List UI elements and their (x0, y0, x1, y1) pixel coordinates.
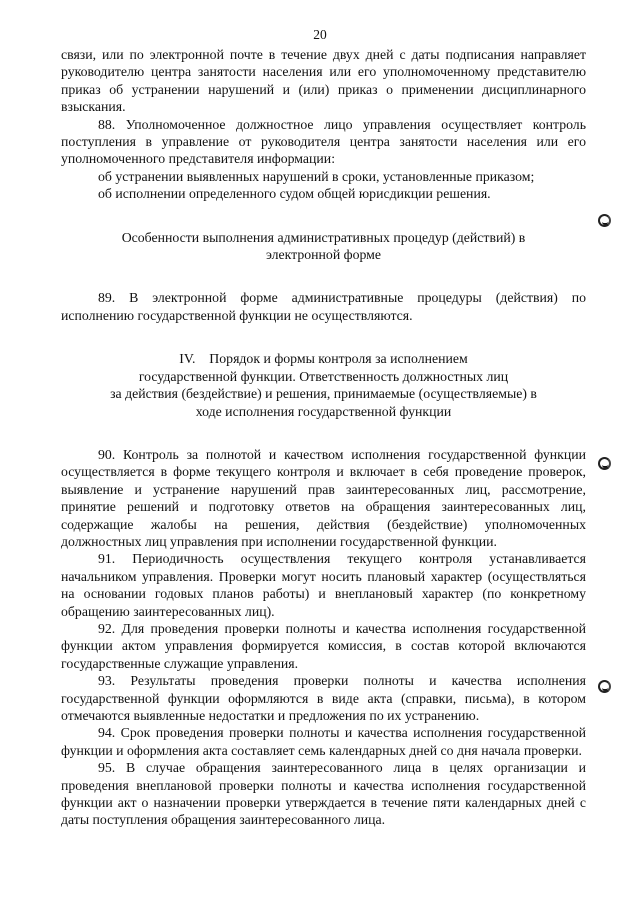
list-item: об исполнении определенного судом общей юрисдикции решения. (98, 186, 491, 202)
punch-hole-mark (598, 214, 611, 227)
paragraph-94: 94. Срок проведения проверки полноты и качества исполнения государственной функции и оформления акта составляет семь календарных дней со дня начала проверки. (61, 725, 586, 758)
section-iv-title-line-4: ходе исполнения государственной функции (195, 403, 452, 419)
section-iv-title-line-2: государственной функции. Ответственность должностных лиц (138, 368, 509, 384)
paragraph-93: 93. Результаты проведения проверки полноты и качества исполнения государственной функции оформляются в виде акта (справки, письма), в котором отмечаются выявленные недостатки и предложения по их устранению. (61, 673, 586, 723)
paragraph-90: 90. Контроль за полнотой и качеством исполнения государственной функции осуществляется в форме текущего контроля и включает в себя проведение проверок, выявление и устранение нарушений прав заинтересованных лиц, рассмотрение, принятие решений и подготовку ответов на обращения заинтересованных лиц, содержащие жалобы на решения, действия (бездействие) уполномоченных должностных лиц управления при исполнении государственной функции. (61, 446, 586, 549)
list-item: об устранении выявленных нарушений в сроки, установленные приказом; (98, 168, 535, 184)
heading-electronic-form-line-2: электронной форме (265, 247, 382, 263)
paragraph-95: 95. В случае обращения заинтересованного лица в целях организации и проведения внеплановой проверки полноты и качества исполнения государственной функции акт о назначении проверки утверждается в течение пяти календарных дней с даты поступления обращения заинтересованного лица. (61, 760, 586, 828)
punch-hole-mark (598, 457, 611, 470)
paragraph-89: 89. В электронной форме административные процедуры (действия) по исполнению государственной функции не осуществляются. (61, 290, 586, 323)
section-iv-title-line-3: за действия (бездействие) и решения, принимаемые (осуществляемые) в (110, 386, 537, 402)
paragraph-88: 88. Уполномоченное должностное лицо управления осуществляет контроль поступления в управление от руководителя центра занятости населения или его уполномоченного представителя информации: (61, 116, 586, 167)
document-body (61, 46, 586, 829)
heading-electronic-form-line-1: Особенности выполнения административных процедур (действий) в (121, 229, 526, 245)
paragraph-91: 91. Периодичность осуществления текущего контроля устанавливается начальником управления. Проверки могут носить плановый характер (осуществляться на основании годовых планов работы) и внеплановый характер (по конкретному обращению заинтересованных лиц). (61, 551, 586, 619)
punch-hole-mark (598, 680, 611, 693)
section-iv-title-line-1: IV. Порядок и формы контроля за исполнением (179, 351, 468, 367)
page-number: 20 (313, 27, 327, 42)
paragraph-92: 92. Для проведения проверки полноты и качества исполнения государственной функции актом управления формируется комиссия, в состав которой включаются государственные служащие управления. (61, 620, 586, 671)
paragraph-87-continuation: связи, или по электронной почте в течение двух дней с даты подписания направляет руководителю центра занятости населения или его уполномоченному представителю приказ об устранении нарушений и (или) приказ о применении дисциплинарного взыскания. (61, 47, 586, 115)
